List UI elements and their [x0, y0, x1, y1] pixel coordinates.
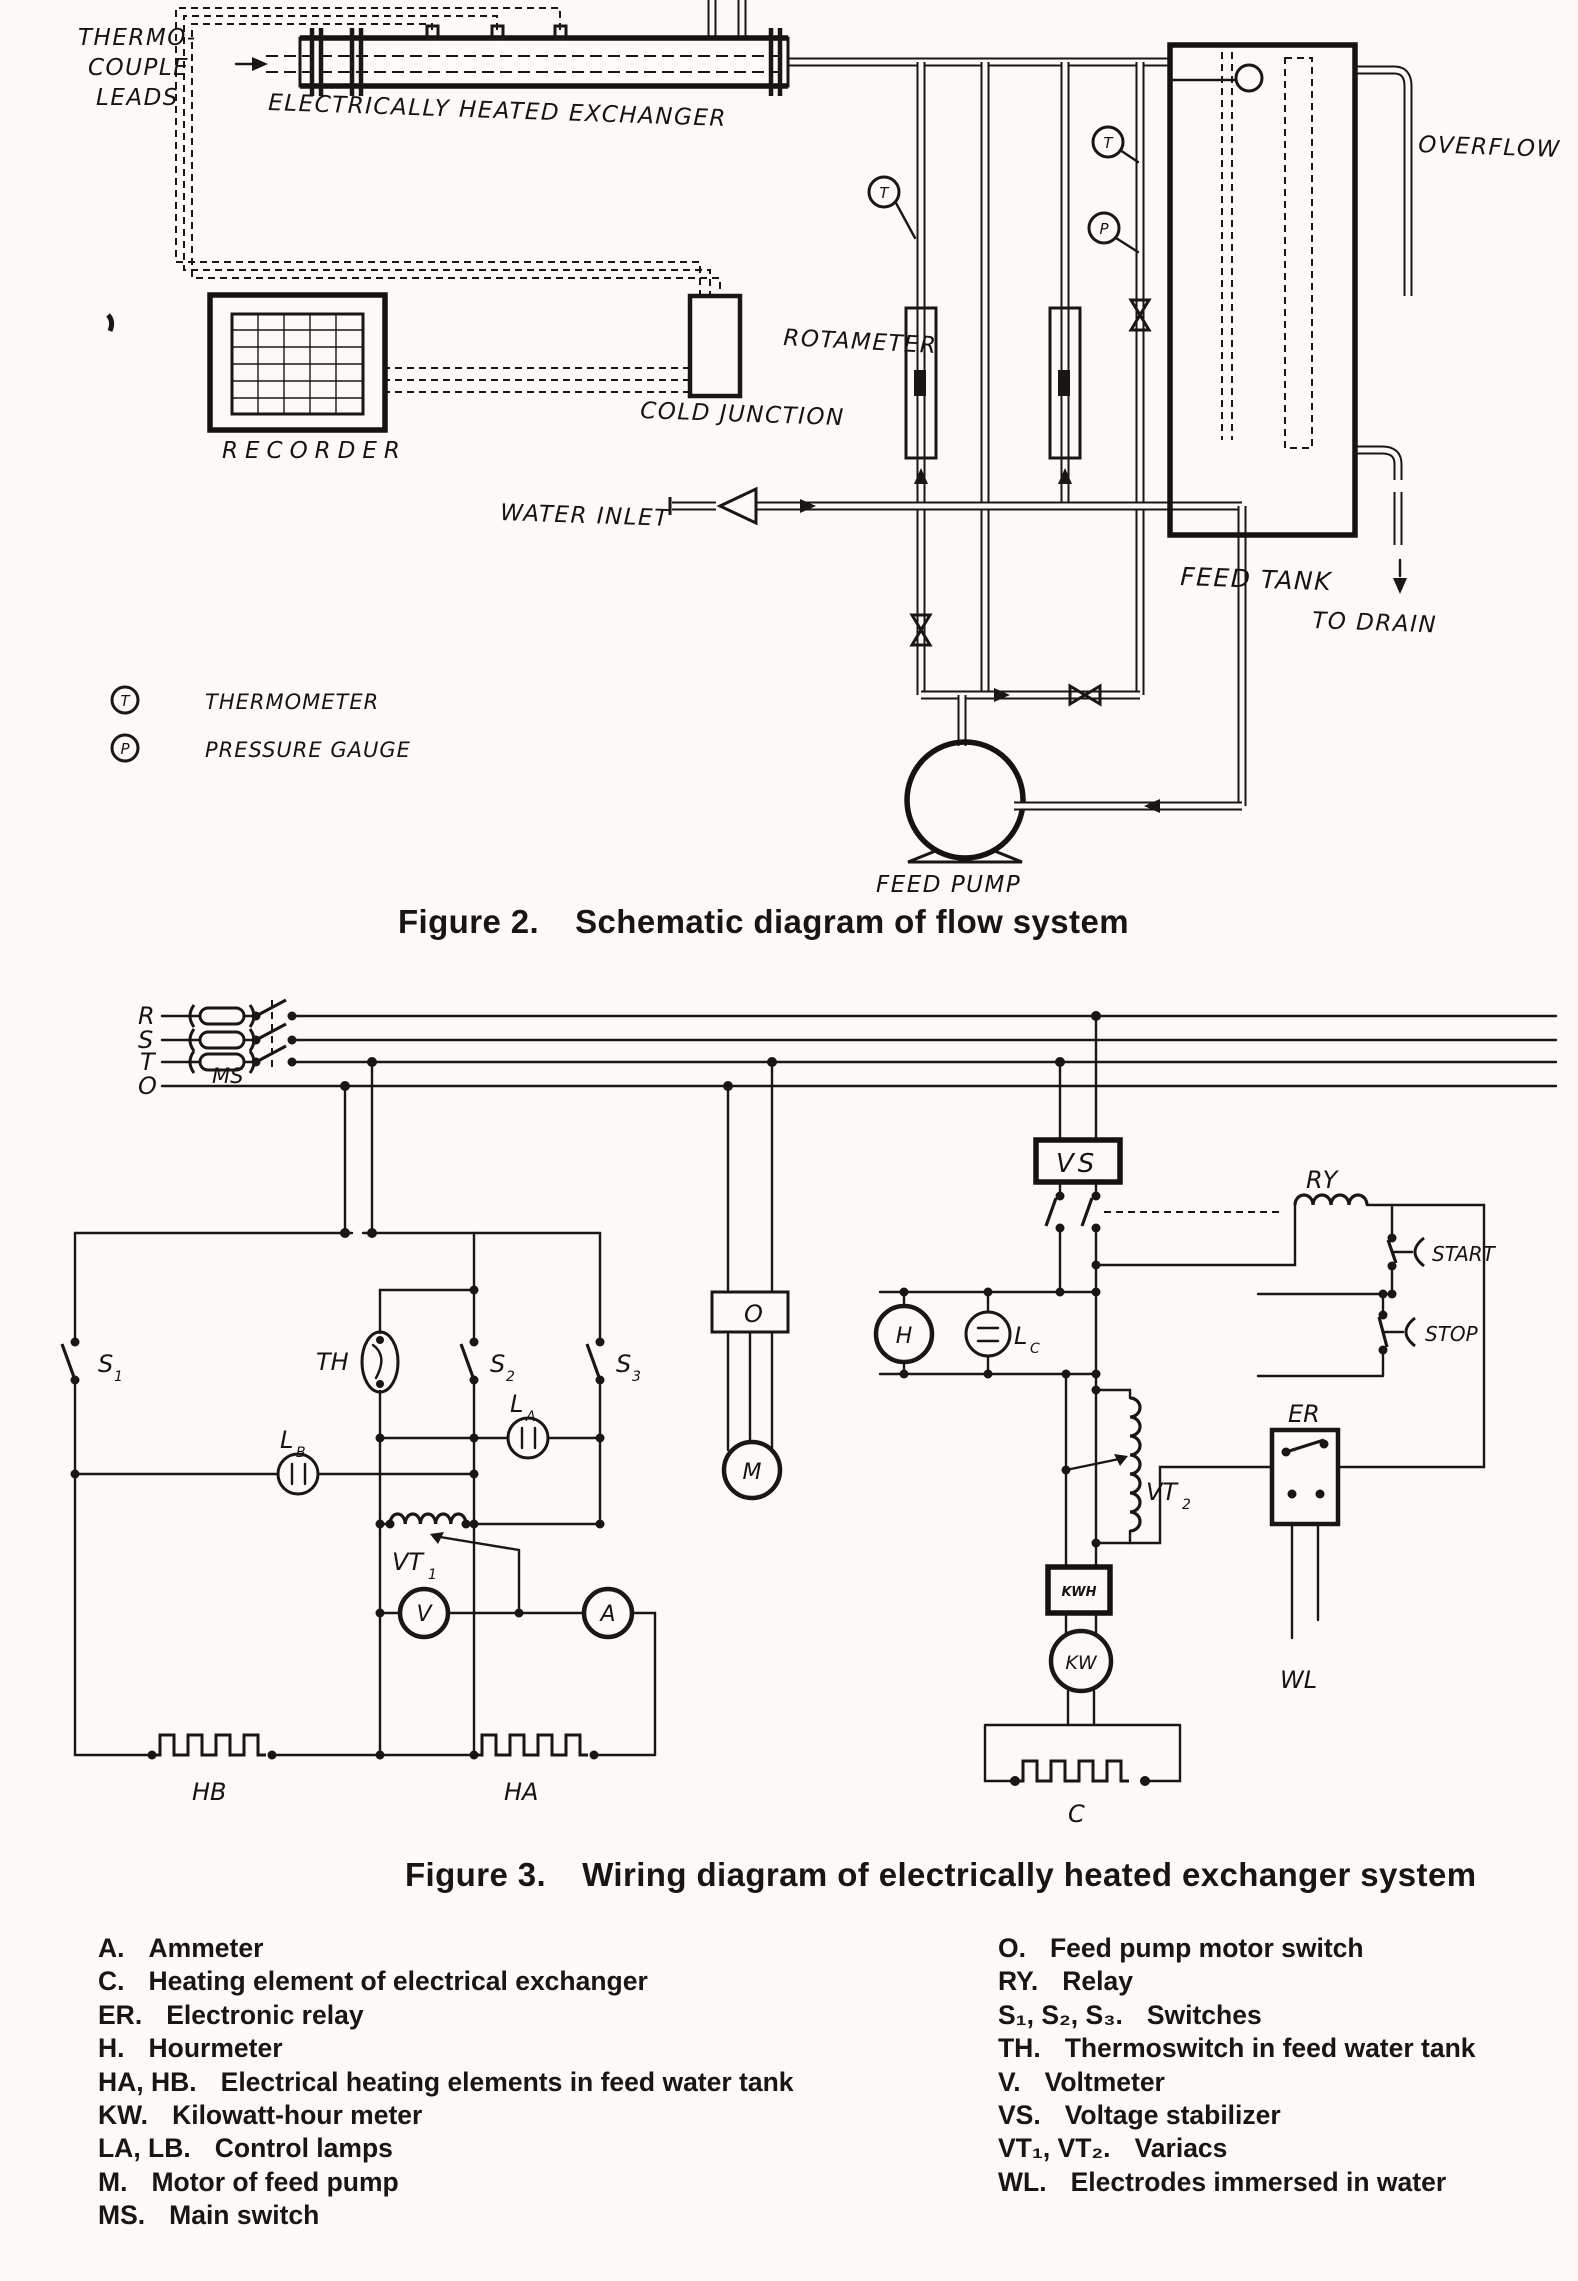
legend-right-column: [998, 1932, 1476, 2199]
vt1-label: VT: [392, 1548, 424, 1576]
figure2-caption-number: Figure 2.: [398, 903, 540, 940]
figure2-caption: [398, 903, 1129, 941]
label-cold-junction: COLD JUNCTION: [639, 398, 846, 432]
la-label: L: [510, 1390, 524, 1418]
s3-label: S: [616, 1350, 632, 1378]
motor-letter: M: [742, 1460, 762, 1485]
legend-desc: Ammeter: [148, 1933, 264, 1963]
phase-r-label: R: [138, 1002, 155, 1030]
thermoswitch: [362, 1332, 398, 1392]
s1-sub: 1: [114, 1369, 123, 1385]
legend-abbr: ER.: [98, 1999, 143, 2030]
figure2-caption-text: Schematic diagram of flow system: [575, 903, 1129, 940]
figure3-caption-text: Wiring diagram of electrically heated exchanger system: [582, 1856, 1477, 1893]
legend-desc: Thermoswitch in feed water tank: [1064, 2033, 1476, 2064]
stop-button: [1258, 1294, 1415, 1376]
ry-label: RY: [1306, 1166, 1338, 1194]
heater-hb: [152, 1735, 266, 1755]
legend-abbr: RY.: [998, 1966, 1039, 1997]
s2-sub: 2: [506, 1369, 515, 1385]
wiring-diagram: [62, 1000, 1556, 1828]
main-switch: [252, 1000, 297, 1072]
legend-desc: Hourmeter: [148, 2033, 283, 2064]
ms-label: MS: [212, 1064, 244, 1088]
label-to-drain: TO DRAIN: [1311, 608, 1438, 639]
wl-label: WL: [1280, 1666, 1318, 1694]
start-button: [1388, 1205, 1425, 1294]
legend-row: [98, 2099, 794, 2132]
legend-desc: Kilowatt-hour meter: [172, 2099, 423, 2130]
t1-letter: T: [879, 184, 889, 202]
vs-label: VS: [1056, 1149, 1099, 1179]
thermometer-icon-1: [869, 177, 915, 238]
legend-left-column: [98, 1932, 794, 2233]
scan-artifact: [108, 315, 112, 331]
flow-system-diagram: [78, 0, 1561, 898]
flow-arrows: [800, 468, 1407, 813]
legend-row: [98, 2066, 794, 2099]
stop-label: STOP: [1425, 1322, 1478, 1346]
legend-abbr: HA, HB.: [98, 2066, 197, 2097]
vt2-sub: 2: [1182, 1497, 1191, 1513]
heater-ha: [474, 1735, 588, 1755]
legend-abbr: MS.: [98, 2200, 146, 2231]
lb-label: L: [280, 1426, 294, 1454]
vt2-label: VT: [1146, 1478, 1178, 1506]
t2-letter: T: [1103, 134, 1113, 152]
cold-junction: [690, 296, 740, 396]
pressure-gauge-icon-1: [1089, 213, 1138, 252]
figure3-caption-number: Figure 3.: [405, 1856, 547, 1893]
legend-row: [998, 2099, 1476, 2132]
legend-row: [998, 1965, 1476, 1998]
legend-abbr: H.: [98, 2033, 125, 2064]
legend-abbr: O.: [998, 1933, 1026, 1963]
s1-label: S: [98, 1350, 114, 1378]
legend-abbr: A.: [98, 1933, 125, 1963]
s3-sub: 3: [632, 1369, 641, 1385]
legend-row: [98, 1932, 794, 1965]
ammeter-letter: A: [600, 1602, 616, 1627]
p1-letter: P: [1099, 220, 1109, 238]
label-water-inlet: WATER INLET: [499, 500, 671, 532]
figure3-caption: [405, 1856, 1476, 1894]
label-recorder: RECORDER: [222, 438, 407, 464]
thermometer-icon-2: [1093, 127, 1138, 162]
label-feed-tank: FEED TANK: [1179, 562, 1333, 597]
legend-desc: Electronic relay: [166, 1999, 364, 2030]
label-thermo-3: LEADS: [96, 85, 179, 111]
c-label: C: [1068, 1800, 1085, 1828]
start-label: START: [1432, 1242, 1495, 1266]
heater-circuit-wires: [62, 1062, 655, 1755]
feed-tank: [1170, 45, 1355, 535]
legend-abbr: VS.: [998, 2099, 1041, 2130]
legend-abbr: TH.: [998, 2033, 1041, 2064]
legend-desc: Switches: [1146, 1999, 1262, 2030]
label-exchanger: ELECTRICALLY HEATED EXCHANGER: [267, 90, 728, 133]
legend-row: [98, 2032, 794, 2065]
hourmeter-letter: H: [895, 1324, 913, 1349]
legend-desc: Motor of feed pump: [151, 2166, 399, 2197]
vt1-sub: 1: [428, 1567, 437, 1583]
label-thermo-2: COUPLE: [88, 55, 190, 81]
instrument-key: [112, 687, 411, 762]
phase-s-label: S: [138, 1026, 154, 1054]
hourmeter-branch: [876, 1292, 1096, 1374]
label-feed-pump: FEED PUMP: [876, 872, 1022, 898]
legend-row: [998, 1932, 1476, 1965]
er-label: ER: [1288, 1400, 1320, 1428]
key-pressure-label: PRESSURE GAUGE: [205, 738, 411, 762]
lc-label: L: [1014, 1322, 1028, 1350]
exchanger: [236, 26, 788, 96]
legend-row: [998, 2166, 1476, 2199]
legend-desc: Voltage stabilizer: [1064, 2099, 1281, 2130]
electronic-relay: [1272, 1430, 1338, 1638]
kwh-label: KWH: [1061, 1585, 1097, 1600]
legend-abbr: VT₁, VT₂.: [998, 2133, 1111, 2164]
phase-o-label: O: [138, 1072, 157, 1100]
legend-desc: Variacs: [1134, 2133, 1228, 2164]
o-box-letter: O: [744, 1300, 763, 1328]
legend-row: [98, 2166, 794, 2199]
key-pressure-symbol: P: [120, 740, 130, 758]
legend-row: [998, 2066, 1476, 2099]
recorder: [210, 295, 385, 430]
kw-letter: KW: [1065, 1652, 1097, 1674]
fuses: [190, 1005, 254, 1073]
legend-abbr: WL.: [998, 2166, 1047, 2197]
legend-row: [98, 1965, 794, 1998]
phase-t-label: T: [140, 1048, 155, 1076]
legend-abbr: V.: [998, 2066, 1021, 2097]
legend-row: [98, 2199, 794, 2232]
stabilizer-relay-branch: [1036, 1016, 1484, 1567]
label-rotameter: ROTAMETER: [782, 325, 939, 360]
legend-desc: Relay: [1062, 1966, 1133, 1997]
label-thermo-1: THERMO-: [78, 25, 197, 51]
key-thermometer-label: THERMOMETER: [205, 690, 380, 714]
la-sub: A: [526, 1409, 536, 1425]
legend-desc: Feed pump motor switch: [1049, 1933, 1364, 1963]
hb-label: HB: [192, 1778, 227, 1806]
legend-desc: Main switch: [169, 2200, 320, 2231]
legend-row: [998, 2032, 1476, 2065]
legend-row: [998, 1999, 1476, 2032]
exchanger-power-branch: [985, 1374, 1272, 1781]
junction-dots: [71, 1011, 1397, 1786]
voltmeter-letter: V: [416, 1602, 432, 1627]
variac-1-coil: [390, 1514, 466, 1524]
ammeter-icon: [584, 1589, 632, 1637]
legend-desc: Electrical heating elements in feed water tank: [220, 2066, 794, 2097]
legend-row: [998, 2132, 1476, 2165]
legend-abbr: C.: [98, 1966, 125, 1997]
legend-desc: Control lamps: [214, 2133, 393, 2164]
lc-sub: C: [1030, 1341, 1040, 1357]
feed-pump-icon: [907, 742, 1030, 862]
lb-sub: B: [296, 1445, 306, 1461]
legend-desc: Voltmeter: [1044, 2066, 1165, 2097]
key-thermometer-symbol: T: [120, 692, 130, 710]
legend-abbr: S₁, S₂, S₃.: [998, 1999, 1123, 2030]
legend-abbr: LA, LB.: [98, 2133, 191, 2164]
legend-abbr: M.: [98, 2166, 128, 2197]
label-overflow: OVERFLOW: [1417, 132, 1562, 163]
legend-abbr: KW.: [98, 2099, 149, 2130]
s2-label: S: [490, 1350, 506, 1378]
legend-desc: Heating element of electrical exchanger: [148, 1966, 648, 1997]
voltmeter-icon: [400, 1589, 448, 1637]
motor-branch: [712, 1062, 788, 1498]
th-label: TH: [316, 1348, 349, 1376]
legend-row: [98, 1999, 794, 2032]
legend-row: [98, 2132, 794, 2165]
legend-desc: Electrodes immersed in water: [1070, 2166, 1447, 2197]
ha-label: HA: [504, 1778, 539, 1806]
